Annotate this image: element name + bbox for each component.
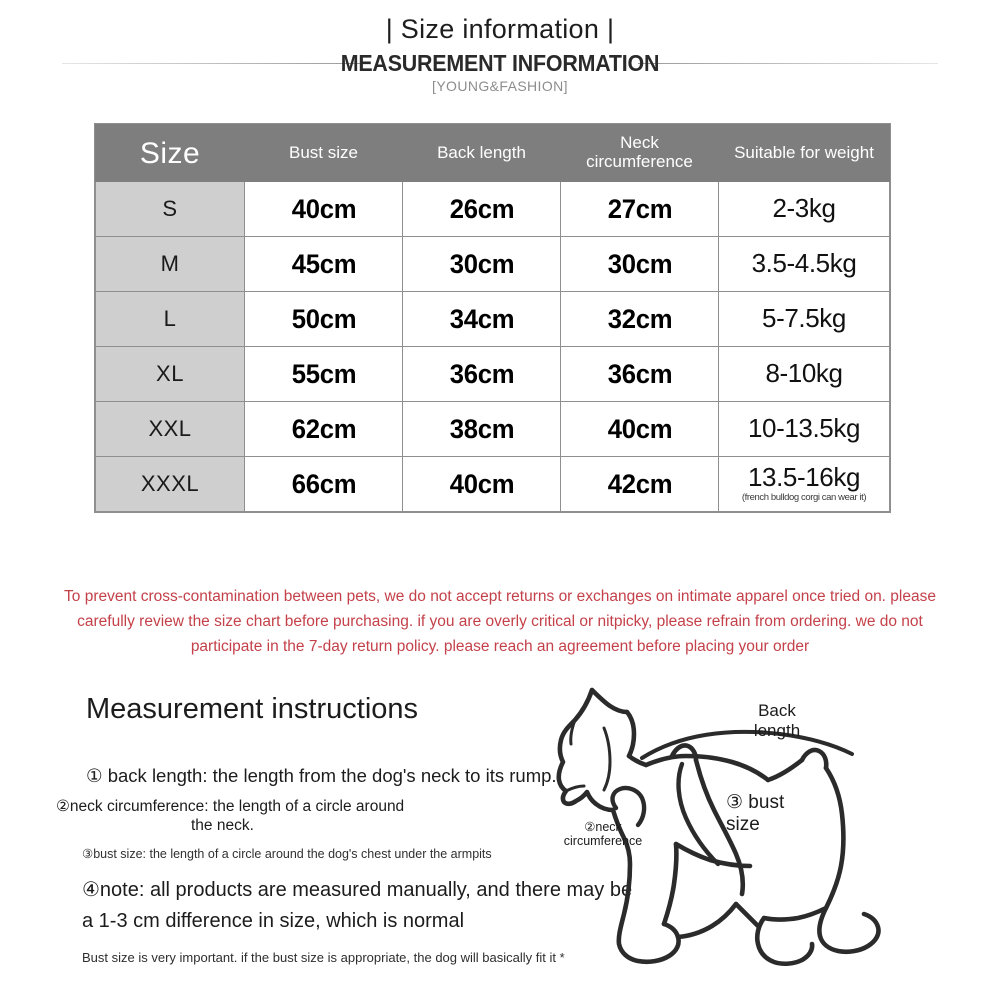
cell-neck-circumference: 40cm [564, 402, 714, 457]
page-header [0, 0, 1000, 110]
table-header [96, 125, 890, 182]
cell-back-length: 36cm [406, 347, 556, 402]
cell-suitable-weight [719, 457, 890, 512]
cell-size: XL [96, 347, 245, 402]
weight-value: 2-3kg [772, 193, 836, 224]
weight-value: 10-13.5kg [747, 413, 861, 444]
size-chart-table [95, 124, 890, 512]
table-row [96, 347, 890, 402]
neck-header-line-1: Neck [620, 133, 659, 153]
cell-back-length: 26cm [406, 182, 556, 237]
back-label-line-1: Back [758, 701, 796, 720]
table-row [96, 182, 890, 237]
return-policy-warning: To prevent cross-contamination between pets, we do not accept returns or exchanges on intimate apparel once tried on. please carefully review the size chart before purchasing. if you are overly critical or nitpicky, please refrain from ordering. we do not participate in the 7-day return policy. please reach an agreement before placing your order [64, 588, 936, 655]
cell-suitable-weight [719, 182, 890, 237]
cell-back-length: 38cm [406, 402, 556, 457]
table-row [96, 457, 890, 512]
weight-value: 5-7.5kg [762, 303, 846, 334]
page-title: | Size information | [385, 14, 615, 44]
column-header-neck-circumference [561, 125, 719, 182]
cell-bust-size: 62cm [248, 402, 398, 457]
cell-neck-circumference: 32cm [564, 292, 714, 347]
instruction-2-line-1: ②neck circumference: the length of a circle around [56, 798, 405, 815]
cell-neck-circumference: 42cm [564, 457, 714, 512]
cell-size: XXXL [96, 457, 245, 512]
subtitle-row [0, 50, 1000, 78]
back-label-line-2: length [753, 720, 801, 740]
neck-header-line-2: circumference [586, 152, 693, 171]
cell-size: M [96, 237, 245, 292]
cell-bust-size: 45cm [248, 237, 398, 292]
instruction-item-note: ④note: all products are measured manually, and there may be a 1-3 cm difference in size, which is normal [82, 879, 633, 932]
diagram-label-back-length [722, 701, 832, 740]
neck-label-line-2: circumference [563, 834, 643, 849]
bust-label-line-2: size [726, 813, 760, 835]
instruction-2-line-2: the neck. [191, 817, 254, 834]
instruction-item-bust-size: ③bust size: the length of a circle around the dog's chest under the armpits [82, 847, 492, 861]
neck-label-line-1: ②neck [584, 820, 622, 834]
page-tagline: [YOUNG&FASHION] [432, 78, 568, 94]
cell-neck-circumference: 27cm [564, 182, 714, 237]
page-subtitle: MEASUREMENT INFORMATION [340, 50, 660, 76]
bust-label-line-1: ③ bust [726, 792, 785, 813]
weight-value: 3.5-4.5kg [751, 248, 857, 279]
column-header-back-length: Back length [403, 125, 561, 182]
cell-size: S [96, 182, 245, 237]
table-row [96, 402, 890, 457]
dog-measurement-diagram [530, 668, 930, 1000]
cell-back-length: 40cm [406, 457, 556, 512]
cell-suitable-weight [719, 292, 890, 347]
table-row [96, 292, 890, 347]
table-header-row [96, 125, 890, 182]
weight-value: 13.5-16kg [747, 461, 861, 492]
column-header-size: Size [96, 125, 245, 182]
cell-bust-size: 50cm [248, 292, 398, 347]
diagram-label-neck-circumference [538, 820, 668, 849]
cell-suitable-weight [719, 402, 890, 457]
cell-size: L [96, 292, 245, 347]
table-body [96, 182, 890, 512]
cell-bust-size: 66cm [248, 457, 398, 512]
cell-suitable-weight [719, 347, 890, 402]
cell-back-length: 34cm [406, 292, 556, 347]
column-header-suitable-weight: Suitable for weight [719, 125, 890, 182]
diagram-label-bust-size [726, 792, 816, 836]
table-row [96, 237, 890, 292]
cell-size: XXL [96, 402, 245, 457]
cell-back-length: 30cm [406, 237, 556, 292]
cell-neck-circumference: 36cm [564, 347, 714, 402]
cell-bust-size: 55cm [248, 347, 398, 402]
column-header-bust-size: Bust size [245, 125, 403, 182]
cell-bust-size: 40cm [248, 182, 398, 237]
instruction-item-back-length: ① back length: the length from the dog's neck to its rump. [86, 765, 557, 786]
instructions-heading: Measurement instructions [86, 693, 419, 725]
cell-suitable-weight [719, 237, 890, 292]
instruction-item-neck-circumference [56, 797, 486, 835]
weight-note: (french bulldog corgi can wear it) [741, 492, 867, 504]
instruction-footer-note: Bust size is very important. if the bust size is appropriate, the dog will basically fit it * [82, 950, 565, 965]
weight-value: 8-10kg [765, 358, 843, 389]
cell-neck-circumference: 30cm [564, 237, 714, 292]
